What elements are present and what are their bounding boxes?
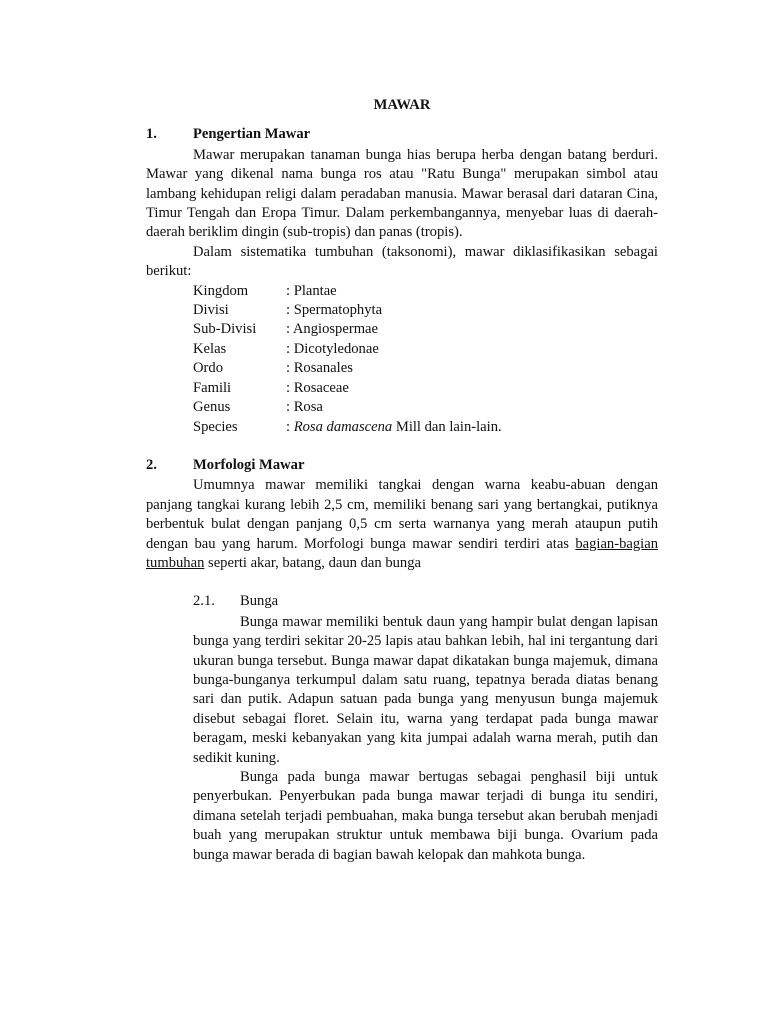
species-suffix: Mill dan lain-lain. — [392, 418, 502, 435]
taxonomy-list — [193, 282, 658, 437]
subsection-2-1-paragraph-1: Bunga mawar memiliki bentuk daun yang hampir bulat dengan lapisan bunga yang terdiri sekitar 20-25 lapis atau bahkan lebih, hal ini tergantung dari ukuran bunga tersebut. Bunga mawar dapat dikatakan bunga majemuk, dimana bunga-bunganya terkumpul dalam satu ruang, tepatnya berada diatas benang sari dan putik. Adapun satuan pada bunga yang menyusun bunga majemuk disebut sebagai floret. Selain itu, warna yang terdapat pada bunga mawar beragam, meski kebanyakan yang kita jumpai adalah warna merah, putih dan sedikit kuning. — [193, 613, 658, 766]
subsection-2-1 — [193, 592, 658, 865]
taxonomy-key: Famili — [193, 379, 232, 396]
taxonomy-value: : Rosa — [286, 399, 323, 416]
section-2-heading — [146, 456, 658, 475]
taxonomy-row-ordo — [193, 359, 658, 378]
taxonomy-key: Ordo — [193, 360, 223, 377]
taxonomy-row-kingdom — [193, 282, 658, 301]
taxonomy-value: : Rosanales — [286, 360, 353, 377]
bagian-tumbuhan-link[interactable]: bagian-bagian tumbuhan — [146, 535, 658, 571]
section-2-text-start: Umumnya mawar memiliki tangkai dengan warna keabu-abuan dengan panjang tangkai kurang lebih 2,5 cm, memiliki benang sari yang bertangkai, putiknya berbentuk bulat dengan panjang 0,5 cm serta warnanya yang merah ataupun putih dengan bau yang harum. Morfologi bunga mawar sendiri terdiri atas — [146, 477, 658, 552]
section-2-text-end: seperti akar, batang, daun dan bunga — [204, 554, 421, 571]
spacer — [146, 573, 658, 592]
taxonomy-key: Kingdom — [193, 282, 249, 299]
taxonomy-key: Species — [193, 418, 238, 435]
section-1-paragraph-2: Dalam sistematika tumbuhan (taksonomi), mawar diklasifikasikan sebagai berikut: — [146, 243, 658, 280]
taxonomy-value: : Plantae — [286, 282, 337, 299]
taxonomy-value — [286, 418, 502, 437]
taxonomy-value: : Spermatophyta — [286, 302, 383, 319]
taxonomy-value: : Dicotyledonae — [286, 340, 379, 357]
taxonomy-row-famili — [193, 379, 658, 398]
species-prefix: : — [286, 418, 294, 435]
subsection-2-1-heading — [193, 592, 658, 611]
section-1-number: 1. — [146, 126, 157, 143]
taxonomy-row-genus — [193, 398, 658, 417]
taxonomy-key: Kelas — [193, 340, 227, 357]
taxonomy-row-species — [193, 418, 658, 437]
section-2-paragraph — [146, 476, 658, 573]
subsection-2-1-paragraph-2: Bunga pada bunga mawar bertugas sebagai penghasil biji untuk penyerbukan. Penyerbukan pada bunga mawar terjadi di bunga itu sendiri, dimana setelah terjadi pembuahan, maka bunga tersebut akan berubah menjadi buah yang merupakan struktur untuk membawa biji bunga. Ovarium pada bunga mawar berada di bagian bawah kelopak dan mahkota bunga. — [193, 769, 658, 863]
taxonomy-value: : Angiospermae — [286, 321, 379, 338]
section-1-paragraph-1: Mawar merupakan tanaman bunga hias berupa herba dengan batang berduri. Mawar yang dikenal nama bunga ros atau "Ratu Bunga" merupakan simbol atau lambang kehidupan religi dalam peradaban manusia. Mawar berasal dari dataran Cina, Timur Tengah dan Eropa Timur. Dalam perkembangannya, menyebar luas di daerah-daerah beriklim dingin (sub-tropis) dan panas (tropis). — [146, 146, 658, 241]
section-1-title: Pengertian Mawar — [193, 126, 311, 143]
taxonomy-row-sub-divisi — [193, 320, 658, 339]
section-2-number: 2. — [146, 456, 157, 473]
document-page — [146, 96, 658, 865]
spacer — [146, 437, 658, 456]
taxonomy-key: Divisi — [193, 302, 229, 319]
taxonomy-key: Genus — [193, 399, 231, 416]
section-1-heading — [146, 125, 658, 144]
document-title: MAWAR — [373, 97, 431, 113]
subsection-2-1-number: 2.1. — [193, 593, 215, 610]
section-2-title: Morfologi Mawar — [193, 456, 305, 473]
taxonomy-key: Sub-Divisi — [193, 321, 257, 338]
species-latin-name: Rosa damascena — [293, 418, 393, 435]
taxonomy-row-divisi — [193, 301, 658, 320]
taxonomy-value: : Rosaceae — [286, 379, 349, 396]
subsection-2-1-title: Bunga — [240, 593, 279, 610]
taxonomy-row-kelas — [193, 340, 658, 359]
